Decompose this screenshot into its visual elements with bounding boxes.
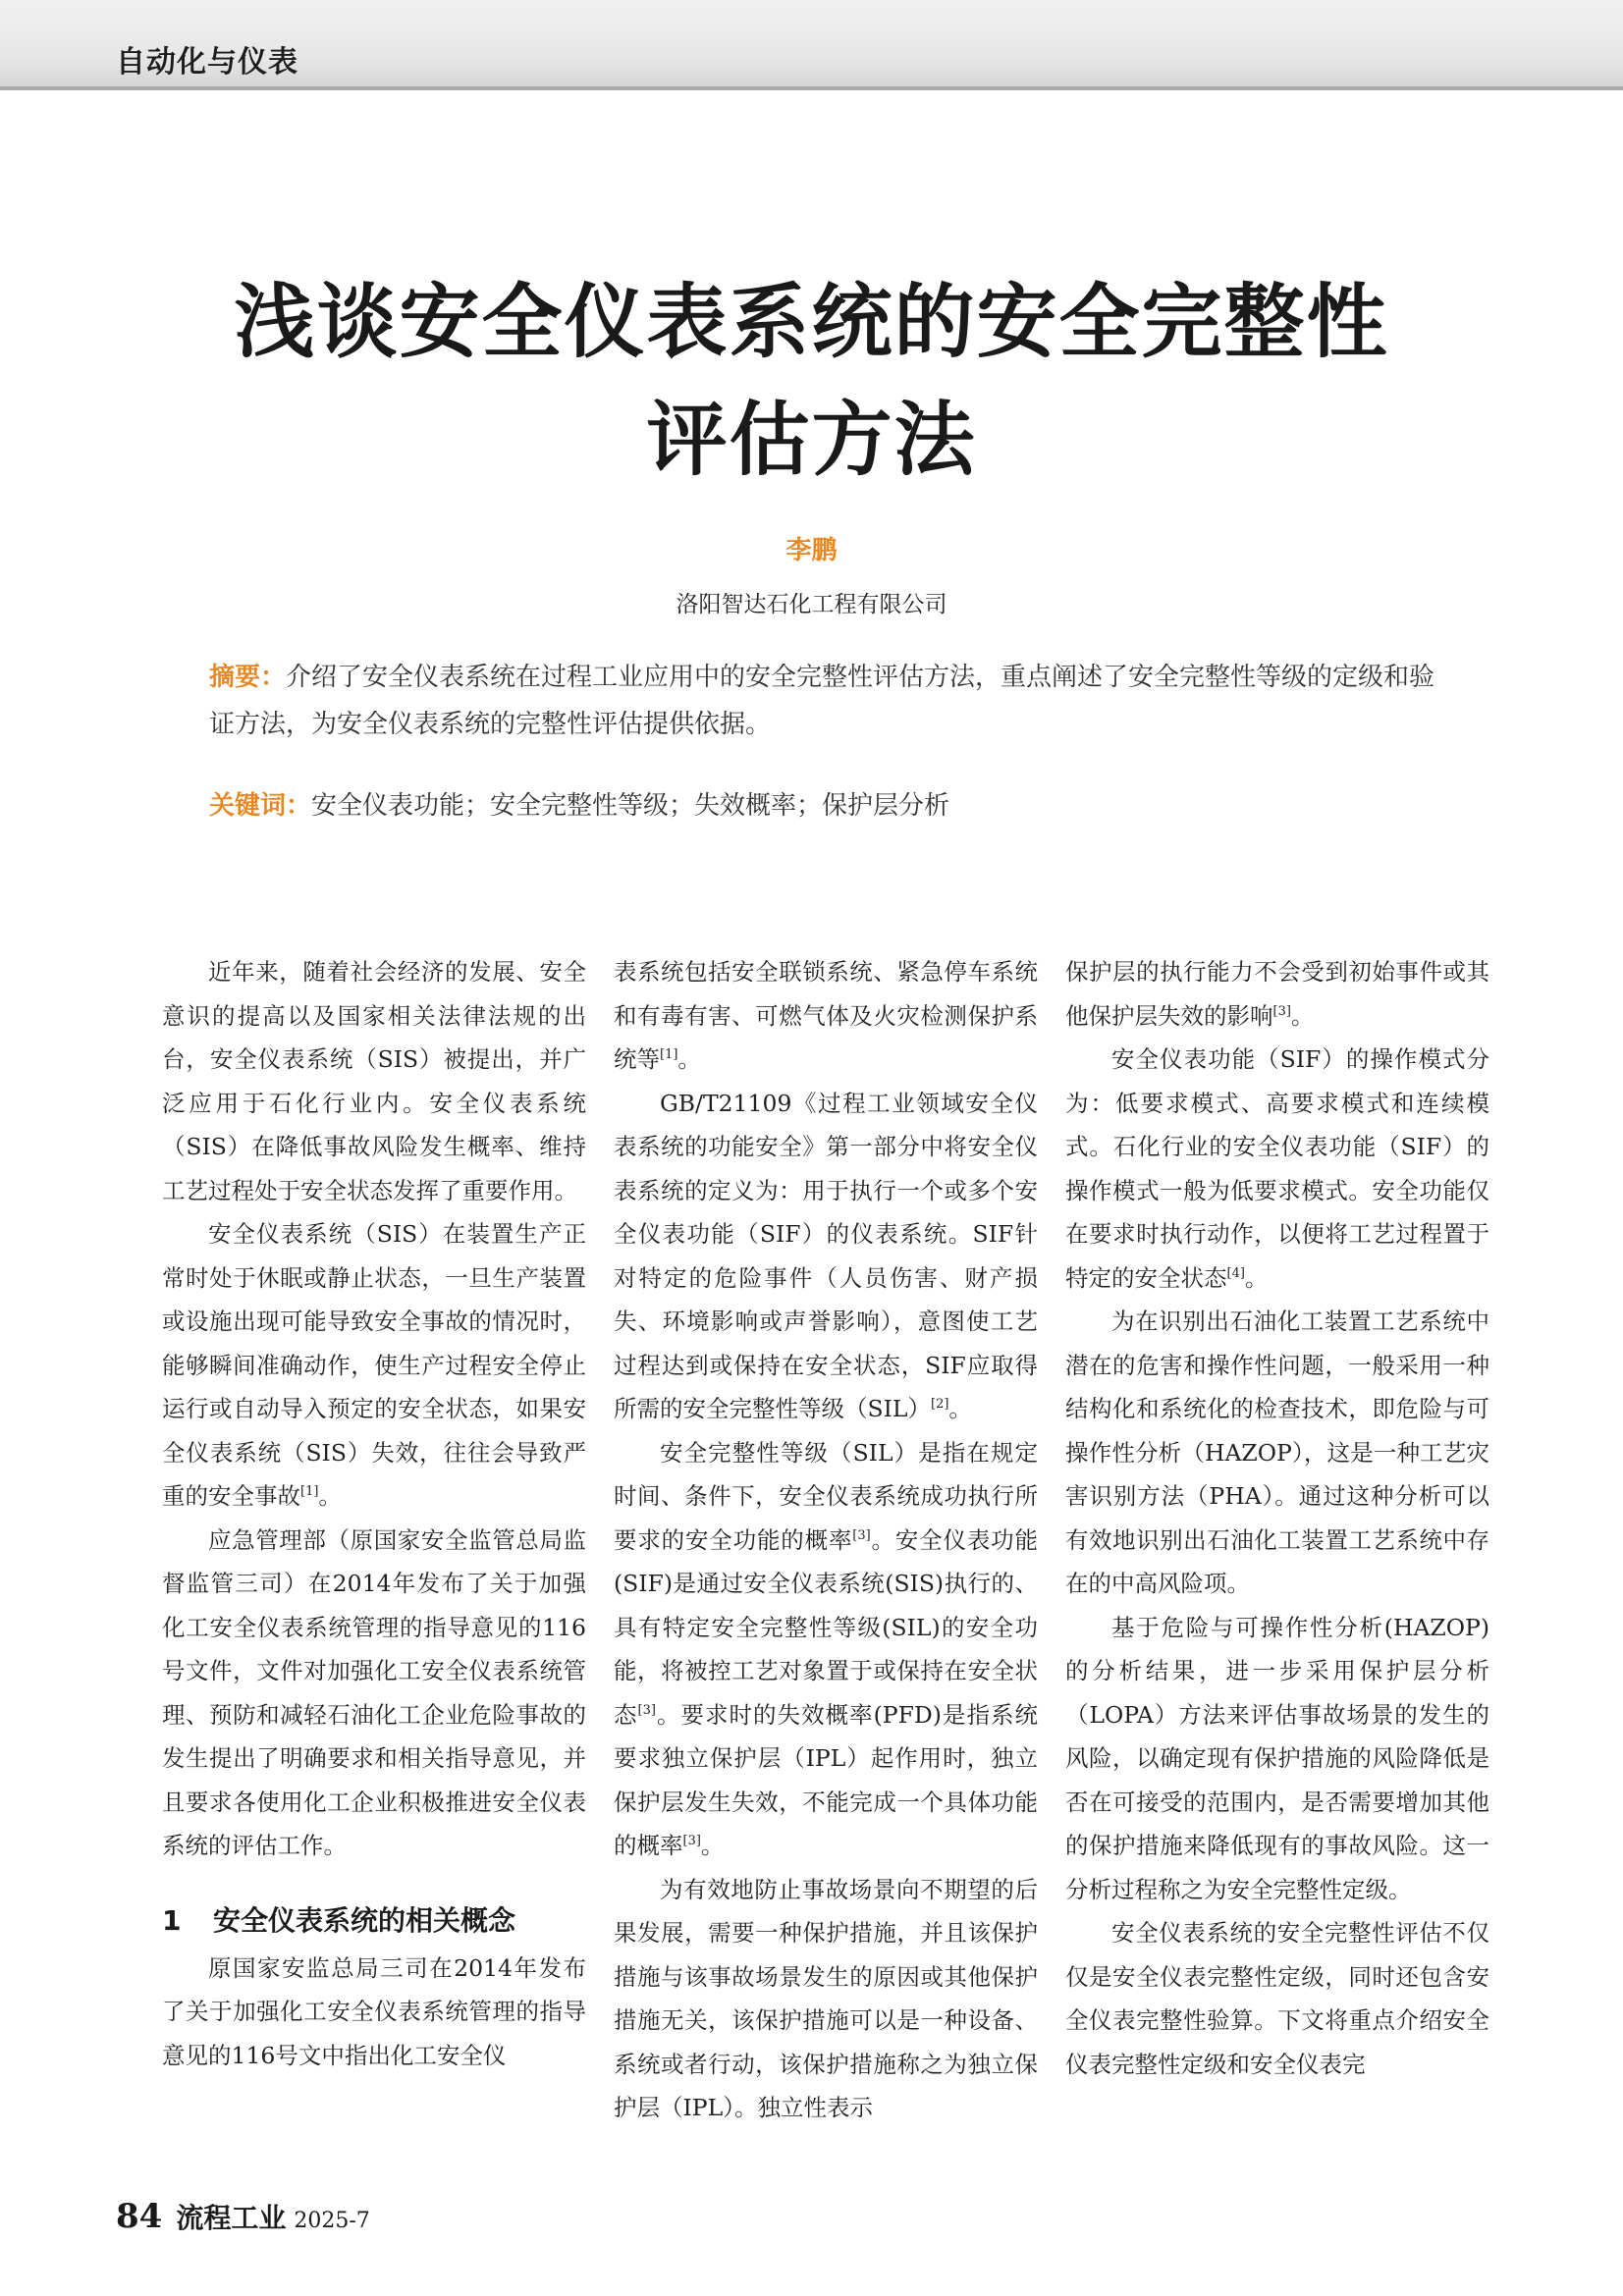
citation-ref: [1]: [300, 1484, 319, 1499]
citation-ref: [3]: [637, 1702, 656, 1718]
author-name: 李鹏: [785, 536, 838, 565]
section-heading-text: 安全仪表系统的相关概念: [213, 1903, 516, 1937]
paragraph-text: 。: [700, 1832, 725, 1859]
abstract: [209, 654, 1446, 748]
section-number: 1: [162, 1903, 182, 1937]
body-column-1: [162, 950, 586, 2077]
paragraph: [1065, 1038, 1489, 1300]
paragraph: [162, 1212, 586, 1519]
abstract-text: 介绍了安全仪表系统在过程工业应用中的安全完整性评估方法，重点阐述了安全完整性等级的定级和验证方法，为安全仪表系统的完整性评估提供依据。: [209, 663, 1435, 739]
citation-ref: [3]: [682, 1834, 701, 1848]
body-column-2: [614, 950, 1038, 2130]
paragraph-text: 。要求时的失效概率(PFD)是指系统要求独立保护层（IPL）起作用时，独立保护层发生失效，不能完成一个具体功能的概率: [614, 1700, 1039, 1859]
paragraph: [614, 950, 1038, 1082]
keywords-text: 安全仪表功能；安全完整性等级；失效概率；保护层分析: [311, 791, 950, 821]
paragraph: 为有效地防止事故场景向不期望的后果发展，需要一种保护措施，并且该保护措施与该事故场景发生的原因或其他保护措施无关，该保护措施可以是一种设备、系统或者行动，该保护措施称之为独立保护层（IPL）。独立性表示: [614, 1875, 1038, 2121]
paragraph-text: 安全仪表系统（SIS）在装置生产正常时处于休眠或静止状态，一旦生产装置或设施出现可能导致安全事故的情况时，能够瞬间准确动作，使生产过程安全停止运行或自动导入预定的安全状态，如果安全仪表系统（SIS）失效，往往会导致严重的安全事故: [162, 1220, 586, 1510]
paragraph: 近年来，随着社会经济的发展、安全意识的提高以及国家相关法律法规的出台，安全仪表系统（SIS）被提出，并广泛应用于石化行业内。安全仪表系统（SIS）在降低事故风险发生概率、维持工艺过程处于安全状态发挥了重要作用。: [162, 958, 586, 1204]
article-title-line2: 评估方法: [646, 394, 977, 487]
paragraph: [614, 1431, 1038, 1868]
paragraph-text: 安全完整性等级（SIL）是指在规定时间、条件下，安全仪表系统成功执行所要求的安全功能的概率: [614, 1438, 1038, 1554]
paragraph: 为在识别出石油化工装置工艺系统中潜在的危害和操作性问题，一般采用一种结构化和系统化的检查技术，即危险与可操作性分析（HAZOP），这是一种工艺灾害识别方法（PHA）。通过这种分析可以有效地识别出石油化工装置工艺系统中存在的中高风险项。: [1065, 1308, 1489, 1597]
paragraph: [1065, 950, 1489, 1038]
author-affiliation: 洛阳智达石化工程有限公司: [676, 592, 947, 617]
paragraph-text: 。: [1290, 1001, 1315, 1030]
paragraph-text: 。: [318, 1482, 342, 1510]
paragraph-text: 。: [677, 1045, 701, 1073]
paragraph: 原国家安监总局三司在2014年发布了关于加强化工安全仪表系统管理的指导意见的116号文中指出化工安全仪: [162, 1953, 586, 2069]
citation-ref: [2]: [931, 1397, 949, 1412]
section-heading: [162, 1896, 586, 1947]
paragraph-text: 。安全仪表功能(SIF)是通过安全仪表系统(SIS)执行的、具有特定安全完整性等级(SIL)的安全功能，将被控工艺对象置于或保持在安全状态: [614, 1525, 1038, 1729]
issue-number: 2025-7: [294, 2209, 370, 2233]
paragraph-text: 保护层的执行能力不会受到初始事件或其他保护层失效的影响: [1065, 958, 1489, 1030]
body-column-3: [1065, 950, 1489, 2086]
keywords: [209, 782, 1446, 829]
citation-ref: [4]: [1226, 1265, 1245, 1281]
page-number: 84: [116, 2197, 163, 2236]
paragraph: 基于危险与可操作性分析(HAZOP)的分析结果，进一步采用保护层分析（LOPA）方法来评估事故场景的发生的风险，以确定现有保护措施的风险降低是否在可接受的范围内，是否需要增加其他的保护措施来降低现有的事故风险。这一分析过程称之为安全完整性定级。: [1065, 1613, 1489, 1903]
paragraph-text: 表系统包括安全联锁系统、紧急停车系统和有毒有害、可燃气体及火灾检测保护系统等: [614, 958, 1038, 1073]
paragraph-text: GB/T21109《过程工业领域安全仪表系统的功能安全》第一部分中将安全仪表系统的定义为：用于执行一个或多个安全仪表功能（SIF）的仪表系统。SIF针对特定的危险事件（人员伤害、财产损失、环境影响或声誉影响），意图使工艺过程达到或保持在安全状态，SIF应取得所需的安全完整性等级（SIL）: [614, 1089, 1038, 1422]
paragraph-text: 。: [948, 1395, 972, 1422]
section-tag: 自动化与仪表: [116, 45, 298, 80]
citation-ref: [3]: [1272, 1003, 1291, 1019]
paragraph: [614, 1082, 1038, 1431]
paragraph-text: 。: [1244, 1263, 1269, 1292]
citation-ref: [1]: [660, 1047, 678, 1062]
paragraph: 应急管理部（原国家安全监管总局监督监管三司）在2014年发布了关于加强化工安全仪表系统管理的指导意见的116号文件，文件对加强化工安全仪表系统管理、预防和减轻石油化工企业危险事故的发生提出了明确要求和相关指导意见，并且要求各使用化工企业积极推进安全仪表系统的评估工作。: [162, 1525, 586, 1859]
journal-name: 流程工业: [176, 2202, 287, 2234]
paragraph: 安全仪表系统的安全完整性评估不仅仅是安全仪表完整性定级，同时还包含安全仪表完整性验算。下文将重点介绍安全仪表完整性定级和安全仪表完: [1065, 1919, 1489, 2078]
page-footer: [116, 2197, 370, 2236]
keywords-label: 关键词：: [209, 791, 312, 821]
citation-ref: [3]: [852, 1527, 871, 1543]
article-title-line1: 浅谈安全仪表系统的安全完整性: [234, 276, 1389, 369]
abstract-label: 摘要：: [209, 663, 287, 692]
paragraph-text: 安全仪表功能（SIF）的操作模式分为：低要求模式、高要求模式和连续模式。石化行业的安全仪表功能（SIF）的操作模式一般为低要求模式。安全功能仅在要求时执行动作，以便将工艺过程置于特定的安全状态: [1065, 1045, 1489, 1292]
